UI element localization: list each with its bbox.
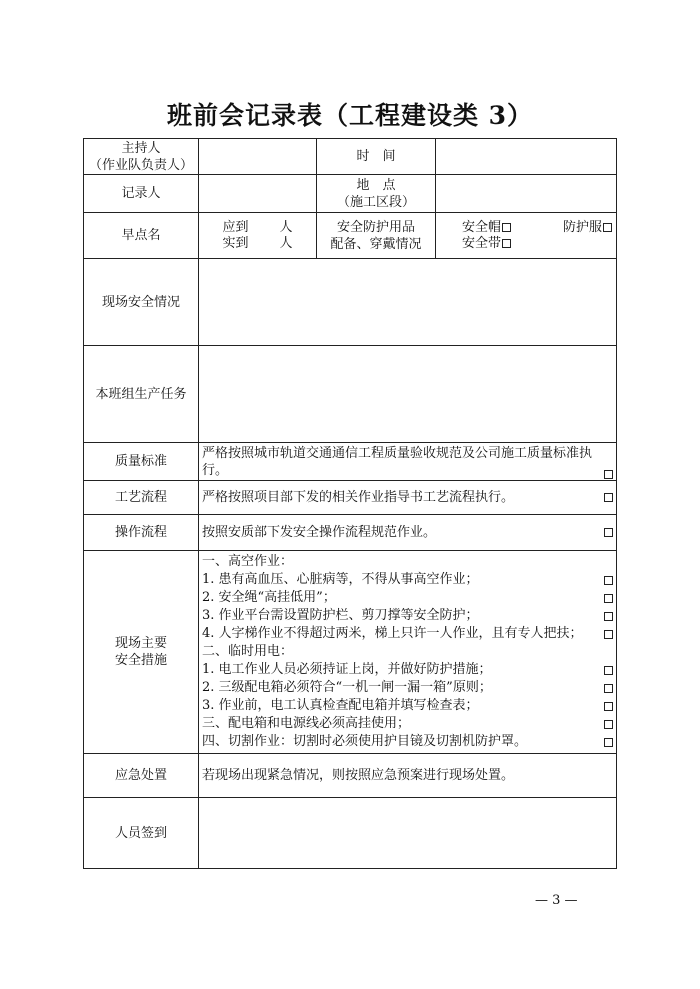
process-checkbox[interactable] — [604, 493, 613, 502]
measure-checkbox[interactable] — [604, 666, 613, 675]
meeting-record-form — [83, 138, 617, 869]
task-value-cell[interactable] — [199, 346, 617, 443]
suit-label: 防护服 — [562, 219, 602, 235]
recorder-label: 记录人 — [84, 175, 199, 213]
site-safety-row — [84, 259, 617, 346]
operation-text: 按照安质部下发安全操作流程规范作业。 — [202, 524, 437, 540]
belt-checkbox[interactable] — [502, 239, 511, 248]
rollcall-label: 早点名 — [84, 213, 199, 259]
page-number: — 3 — — [535, 893, 578, 908]
rollcall-count-cell[interactable] — [199, 213, 317, 259]
expected-unit: 人 — [279, 219, 293, 235]
measure-checkbox[interactable] — [604, 702, 613, 711]
ppe-sublabel: 配备、穿戴情况 — [330, 236, 422, 252]
measures-label-cell — [84, 551, 199, 754]
recorder-value-cell[interactable] — [199, 175, 317, 213]
measures-list — [202, 553, 613, 751]
measure-checkbox[interactable] — [604, 612, 613, 621]
measure-text: 2. 安全绳“高挂低用”； — [202, 590, 336, 605]
ppe-checklist-cell — [436, 213, 617, 259]
recorder-row — [84, 175, 617, 213]
host-label-cell — [84, 139, 199, 175]
measure-text: 一、高空作业： — [202, 554, 294, 569]
quality-checkbox[interactable] — [604, 470, 613, 479]
process-row — [84, 481, 617, 515]
process-label: 工艺流程 — [84, 481, 199, 515]
operation-label: 操作流程 — [84, 515, 199, 551]
expected-line — [199, 220, 316, 236]
ppe-label: 安全防护用品 — [336, 219, 415, 235]
measure-text: 四、切割作业：切割时必须使用护目镜及切割机防护罩。 — [202, 734, 528, 749]
expected-label: 应到 — [222, 219, 249, 235]
signature-label: 人员签到 — [84, 798, 199, 869]
measure-item — [202, 553, 613, 571]
emergency-cell — [199, 754, 617, 798]
measure-item — [202, 679, 613, 697]
measures-label: 现场主要 — [114, 636, 167, 651]
helmet-label: 安全帽 — [462, 219, 502, 235]
measures-list-cell — [199, 551, 617, 754]
task-row — [84, 346, 617, 443]
measure-checkbox[interactable] — [604, 684, 613, 693]
measure-checkbox[interactable] — [604, 630, 613, 639]
present-unit: 人 — [279, 235, 293, 251]
measure-text: 3. 作业平台需设置防护栏、剪刀撑等安全防护； — [202, 608, 479, 623]
site-safety-value-cell[interactable] — [199, 259, 617, 346]
measure-text: 三、配电箱和电源线必须高挂使用； — [202, 716, 411, 731]
quality-label: 质量标准 — [84, 443, 199, 481]
quality-row — [84, 443, 617, 481]
suit-item — [563, 220, 612, 236]
emergency-row — [84, 754, 617, 798]
ppe-label-cell — [317, 213, 436, 259]
emergency-text: 若现场出现紧急情况，则按照应急预案进行现场处置。 — [202, 768, 515, 783]
ppe-row-1 — [462, 220, 612, 236]
measure-text: 1. 患有高血压、心脏病等，不得从事高空作业； — [202, 572, 479, 587]
process-text: 严格按照项目部下发的相关作业指导书工艺流程执行。 — [202, 489, 515, 505]
measure-checkbox[interactable] — [604, 720, 613, 729]
emergency-label: 应急处置 — [84, 754, 199, 798]
operation-row — [84, 515, 617, 551]
host-row — [84, 139, 617, 175]
operation-checkbox[interactable] — [604, 528, 613, 537]
place-label: 地 点 — [356, 177, 396, 193]
quality-text: 严格按照城市轨道交通通信工程质量验收规范及公司施工质量标准执行。 — [202, 445, 593, 478]
operation-line — [202, 524, 613, 542]
present-label: 实到 — [222, 235, 249, 251]
measure-text: 4. 人字梯作业不得超过两米，梯上只许一人作业，且有专人把扶； — [202, 626, 583, 641]
host-sublabel: （作业队负责人） — [88, 157, 193, 173]
measure-text: 3. 作业前，电工认真检查配电箱并填写检查表； — [202, 698, 479, 713]
helmet-checkbox[interactable] — [502, 223, 511, 232]
time-value-cell[interactable] — [436, 139, 617, 175]
present-line — [199, 236, 316, 252]
task-label: 本班组生产任务 — [84, 346, 199, 443]
quality-cell — [199, 443, 617, 481]
time-label: 时 间 — [317, 139, 436, 175]
page-title: 班前会记录表（工程建设类 3） — [166, 101, 534, 130]
measure-checkbox[interactable] — [604, 594, 613, 603]
signature-row — [84, 798, 617, 869]
ppe-row-2 — [462, 236, 612, 252]
place-label-cell — [317, 175, 436, 213]
process-cell — [199, 481, 617, 515]
measure-item — [202, 589, 613, 607]
process-line — [202, 489, 613, 507]
helmet-item — [462, 220, 511, 236]
measure-item — [202, 643, 613, 661]
belt-item — [462, 236, 511, 252]
host-label: 主持人 — [121, 140, 161, 156]
measure-item — [202, 625, 613, 643]
measures-sublabel: 安全措施 — [114, 653, 167, 668]
measure-text: 1. 电工作业人员必须持证上岗，并做好防护措施； — [202, 662, 492, 677]
place-sublabel: （施工区段） — [336, 194, 415, 210]
measure-item — [202, 715, 613, 733]
measure-item — [202, 607, 613, 625]
belt-label: 安全带 — [462, 235, 502, 251]
measure-checkbox[interactable] — [604, 738, 613, 747]
measure-item — [202, 571, 613, 589]
signature-value-cell[interactable] — [199, 798, 617, 869]
measure-checkbox[interactable] — [604, 576, 613, 585]
suit-checkbox[interactable] — [603, 223, 612, 232]
place-value-cell[interactable] — [436, 175, 617, 213]
operation-cell — [199, 515, 617, 551]
quality-line — [202, 445, 613, 479]
rollcall-row — [84, 213, 617, 259]
host-value-cell[interactable] — [199, 139, 317, 175]
site-safety-label: 现场安全情况 — [84, 259, 199, 346]
measures-row — [84, 551, 617, 754]
measure-item — [202, 733, 613, 751]
measure-item — [202, 697, 613, 715]
measure-item — [202, 661, 613, 679]
measure-text: 二、临时用电： — [202, 644, 294, 659]
measure-text: 2. 三级配电箱必须符合“一机一闸一漏一箱”原则； — [202, 680, 492, 695]
